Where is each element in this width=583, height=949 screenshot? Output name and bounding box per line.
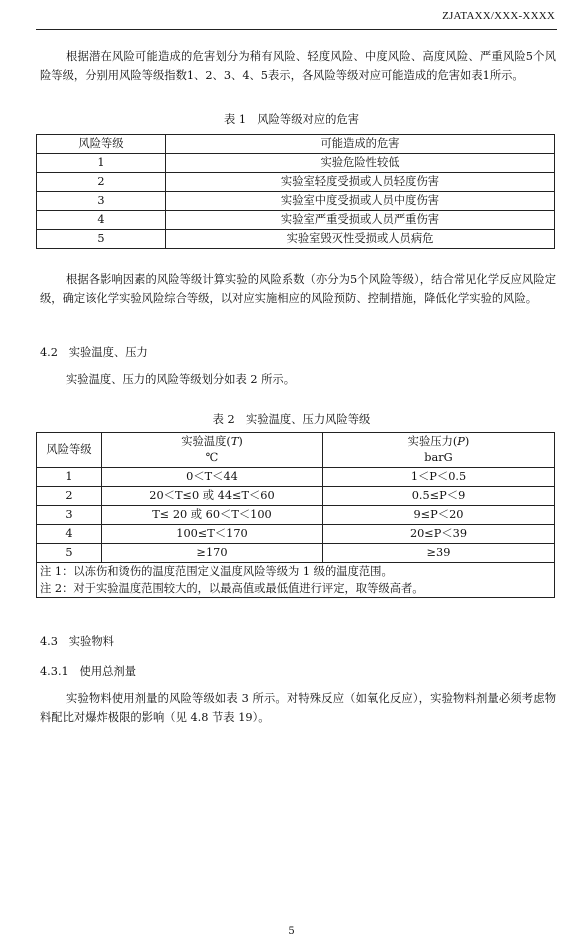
harm-cell: 实验室毁灭性受损或人员病危 <box>166 230 555 249</box>
document-code: ZJATAXX/XXX-XXXX <box>442 10 555 22</box>
level-cell: 3 <box>37 506 102 525</box>
table-row <box>37 544 555 563</box>
temperature-cell: 100≤T＜170 <box>102 525 323 544</box>
table-header-row <box>37 433 555 468</box>
section-title: 实验温度、压力 <box>68 346 148 359</box>
level-cell: 1 <box>37 468 102 487</box>
header-temp-label: 实验温度( <box>181 435 231 448</box>
level-cell: 5 <box>37 230 166 249</box>
temperature-cell: T≤ 20 或 60＜T＜100 <box>102 506 323 525</box>
header-pres-var: P <box>457 435 465 448</box>
table-row <box>37 192 555 211</box>
table-row <box>37 173 555 192</box>
harm-cell: 实验室中度受损或人员中度伤害 <box>166 192 555 211</box>
table-row <box>37 468 555 487</box>
temperature-pressure-table <box>36 432 555 598</box>
level-cell: 4 <box>37 525 102 544</box>
header-cell-temperature <box>102 433 323 468</box>
page-number: 5 <box>288 926 295 937</box>
table-row <box>37 230 555 249</box>
pressure-cell: ≥39 <box>323 544 555 563</box>
temperature-cell: ≥170 <box>102 544 323 563</box>
pressure-cell: 20≤P＜39 <box>323 525 555 544</box>
table-note-1: 注 1：以冻伤和烫伤的温度范围定义温度风险等级为 1 级的温度范围。 <box>40 565 393 578</box>
harm-cell: 实验室严重受损或人员严重伤害 <box>166 211 555 230</box>
pressure-cell: 0.5≤P＜9 <box>323 487 555 506</box>
level-cell: 3 <box>37 192 166 211</box>
paragraph-risk-coefficient: 根据各影响因素的风险等级计算实验的风险系数（亦分为5个风险等级），结合常见化学反应风险定级，确定该化学实验风险综合等级，以对应实施相应的风险预防、控制措施，降低化学实验的风险。 <box>40 273 556 305</box>
table-row <box>37 525 555 544</box>
header-rule <box>36 29 557 30</box>
level-cell: 2 <box>37 173 166 192</box>
header-cell-pressure <box>323 433 555 468</box>
table-note-2: 注 2：对于实验温度范围较大的，以最高值或最低值进行评定，取等级高者。 <box>40 582 424 595</box>
section-heading-4-2 <box>40 344 148 360</box>
header-cell: 风险等级 <box>37 135 166 154</box>
level-cell: 2 <box>37 487 102 506</box>
section-heading-4-3-1 <box>40 663 136 679</box>
temperature-cell: 0＜T＜44 <box>102 468 323 487</box>
level-cell: 1 <box>37 154 166 173</box>
section-title: 使用总剂量 <box>79 665 137 678</box>
table2-caption: 表 2 实验温度、压力风险等级 <box>212 413 371 426</box>
header-pres-suffix: ) <box>464 435 470 448</box>
harm-cell: 实验室轻度受损或人员轻度伤害 <box>166 173 555 192</box>
table-notes-row <box>37 563 555 598</box>
table-notes <box>37 563 555 598</box>
pressure-cell: 9≤P＜20 <box>323 506 555 525</box>
paragraph-material-dosage: 实验物料使用剂量的风险等级如表 3 所示。对特殊反应（如氧化反应），实验物料剂量必须考虑物料配比对爆炸极限的影响（见 4.8 节表 19）。 <box>40 692 556 724</box>
pressure-cell: 1＜P＜0.5 <box>323 468 555 487</box>
section-number: 4.3 <box>40 635 58 648</box>
header-pres-label: 实验压力( <box>407 435 458 448</box>
paragraph-risk-levels: 根据潜在风险可能造成的危害划分为稍有风险、轻度风险、中度风险、高度风险、严重风险5个风险等级，分别用风险等级指数1、2、3、4、5表示，各风险等级对应可能造成的危害如表1所示。 <box>40 50 556 82</box>
paragraph-table2-intro: 实验温度、压力的风险等级划分如表 2 所示。 <box>66 373 296 386</box>
table-row <box>37 506 555 525</box>
table-row <box>37 211 555 230</box>
header-cell: 可能造成的危害 <box>166 135 555 154</box>
header-cell: 风险等级 <box>37 433 102 468</box>
section-number: 4.3.1 <box>40 665 69 678</box>
table-row <box>37 487 555 506</box>
harm-cell: 实验危险性较低 <box>166 154 555 173</box>
section-number: 4.2 <box>40 346 58 359</box>
table-header-row <box>37 135 555 154</box>
section-heading-4-3 <box>40 633 114 649</box>
header-temp-suffix: ) <box>238 435 243 448</box>
risk-harm-table <box>36 134 555 249</box>
table-row <box>37 154 555 173</box>
level-cell: 5 <box>37 544 102 563</box>
section-title: 实验物料 <box>68 635 114 648</box>
header-temp-unit: ℃ <box>205 451 219 464</box>
table1-caption: 表 1 风险等级对应的危害 <box>223 113 360 126</box>
header-temp-var: T <box>230 435 239 448</box>
temperature-cell: 20＜T≤0 或 44≤T＜60 <box>102 487 323 506</box>
level-cell: 4 <box>37 211 166 230</box>
header-pres-unit: barG <box>424 451 453 464</box>
